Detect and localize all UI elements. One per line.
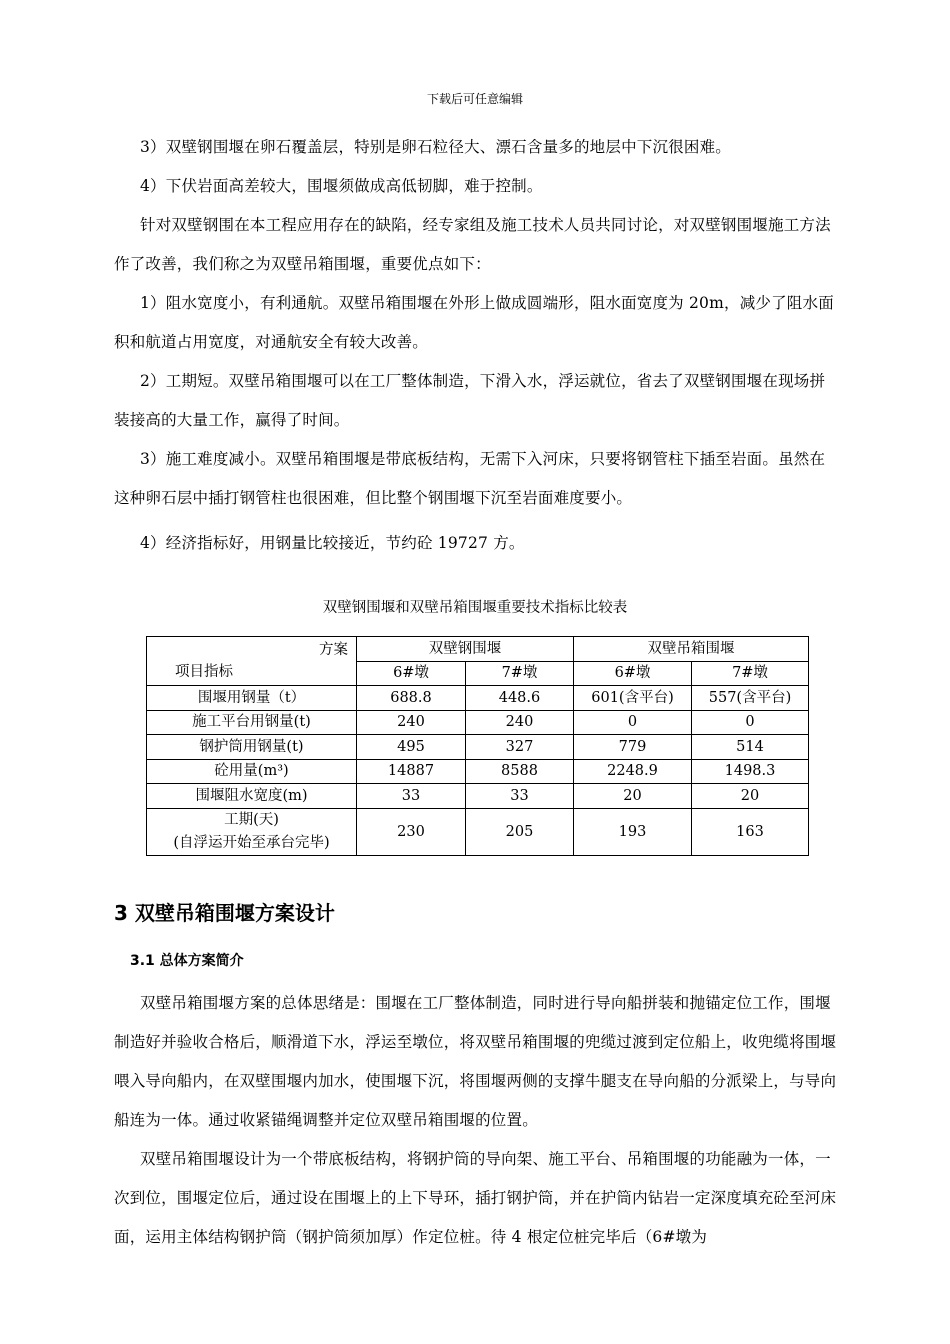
corner-label-scheme: 方案	[319, 642, 348, 658]
group-header-steel-cofferdam: 双壁钢围堰	[357, 637, 574, 662]
subheader-cell: 6#墩	[357, 661, 466, 686]
table-cell: 0	[574, 710, 692, 735]
table-cell: 240	[357, 710, 466, 735]
row-label-line-1: 工期(天)	[224, 811, 279, 828]
paragraph-5: 2）工期短。双壁吊箱围堰可以在工厂整体制造，下滑入水，浮运就位，省去了双壁钢围堰在现场拼装接高的大量工作，赢得了时间。	[114, 372, 826, 429]
table-header-row	[147, 637, 809, 662]
table-cell: 14887	[357, 759, 466, 784]
table-cell: 33	[357, 784, 466, 809]
table-cell: 495	[357, 735, 466, 760]
table-cell: 601(含平台)	[574, 686, 692, 711]
corner-label-item: 项目指标	[175, 664, 233, 680]
table-cell: 20	[574, 784, 692, 809]
table-row	[147, 784, 809, 809]
table-cell: 8588	[466, 759, 574, 784]
table-corner-cell	[147, 637, 357, 686]
row-label: 砼用量(m³)	[147, 759, 357, 784]
paragraph-9: 双壁吊箱围堰设计为一个带底板结构，将钢护筒的导向架、施工平台、吊箱围堰的功能融为一体，一次到位，围堰定位后，通过设在围堰上的上下导环，插打钢护筒，并在护筒内钻岩一定深度填充砼至河床面，运用主体结构钢护筒（钢护筒须加厚）作定位桩。待 4 根定位桩完毕后（6#墩为	[114, 1150, 837, 1246]
paragraph-8: 双壁吊箱围堰方案的总体思绪是：围堰在工厂整体制造，同时进行导向船拼装和抛锚定位工作，围堰制造好并验收合格后，顺滑道下水，浮运至墩位，将双壁吊箱围堰的兜缆过渡到定位船上，收兜缆将围堰喂入导向船内，在双壁围堰内加水，使围堰下沉，将围堰两侧的支撑牛腿支在导向船的分派梁上，与导向船连为一体。通过收紧锚绳调整并定位双壁吊箱围堰的位置。	[114, 994, 837, 1129]
table-cell: 327	[466, 735, 574, 760]
section-heading: 3 双壁吊箱围堰方案设计	[114, 901, 335, 925]
table-cell: 1498.3	[692, 759, 809, 784]
paragraph-4: 1）阻水宽度小，有利通航。双壁吊箱围堰在外形上做成圆端形，阻水面宽度为 20m，减少了阻水面积和航道占用宽度，对通航安全有较大改善。	[114, 294, 834, 351]
row-label: 围堰用钢量（t）	[147, 686, 357, 711]
table-row	[147, 710, 809, 735]
table-cell: 688.8	[357, 686, 466, 711]
comparison-table	[146, 636, 809, 856]
table-cell: 163	[692, 808, 809, 855]
table-row	[147, 808, 809, 855]
table-cell: 230	[357, 808, 466, 855]
table-cell: 2248.9	[574, 759, 692, 784]
subheader-cell: 6#墩	[574, 661, 692, 686]
subheader-cell: 7#墩	[466, 661, 574, 686]
subsection-heading: 3.1 总体方案简介	[130, 953, 244, 969]
table-cell: 193	[574, 808, 692, 855]
table-cell: 205	[466, 808, 574, 855]
paragraph-1: 3）双壁钢围堰在卵石覆盖层，特别是卵石粒径大、漂石含量多的地层中下沉很困难。	[140, 138, 731, 156]
row-label: 钢护筒用钢量(t)	[147, 735, 357, 760]
paragraph-2: 4）下伏岩面高差较大，围堰须做成高低韧脚，难于控制。	[140, 177, 543, 195]
table-caption: 双壁钢围堰和双壁吊箱围堰重要技术指标比较表	[322, 600, 628, 616]
subheader-cell: 7#墩	[692, 661, 809, 686]
table-cell: 779	[574, 735, 692, 760]
paragraph-6: 3）施工难度减小。双壁吊箱围堰是带底板结构，无需下入河床，只要将钢管柱下插至岩面。虽然在这种卵石层中插打钢管柱也很困难，但比整个钢围堰下沉至岩面难度要小。	[114, 450, 826, 507]
paragraph-7: 4）经济指标好，用钢量比较接近，节约砼 19727 方。	[140, 534, 525, 552]
table-cell: 448.6	[466, 686, 574, 711]
table-cell: 20	[692, 784, 809, 809]
table-row	[147, 735, 809, 760]
paragraph-3: 针对双壁钢围在本工程应用存在的缺陷，经专家组及施工技术人员共同讨论，对双壁钢围堰施工方法作了改善，我们称之为双壁吊箱围堰，重要优点如下：	[114, 216, 831, 273]
row-label-line-2: (自浮运开始至承台完毕)	[173, 834, 330, 851]
group-header-box-cofferdam: 双壁吊箱围堰	[574, 637, 809, 662]
table-row	[147, 686, 809, 711]
table-row	[147, 759, 809, 784]
row-label: 施工平台用钢量(t)	[147, 710, 357, 735]
row-label	[147, 808, 357, 855]
table-cell: 514	[692, 735, 809, 760]
table-cell: 557(含平台)	[692, 686, 809, 711]
table-cell: 33	[466, 784, 574, 809]
table-cell: 240	[466, 710, 574, 735]
page-header: 下载后可任意编辑	[426, 92, 523, 106]
table-cell: 0	[692, 710, 809, 735]
row-label: 围堰阻水宽度(m)	[147, 784, 357, 809]
